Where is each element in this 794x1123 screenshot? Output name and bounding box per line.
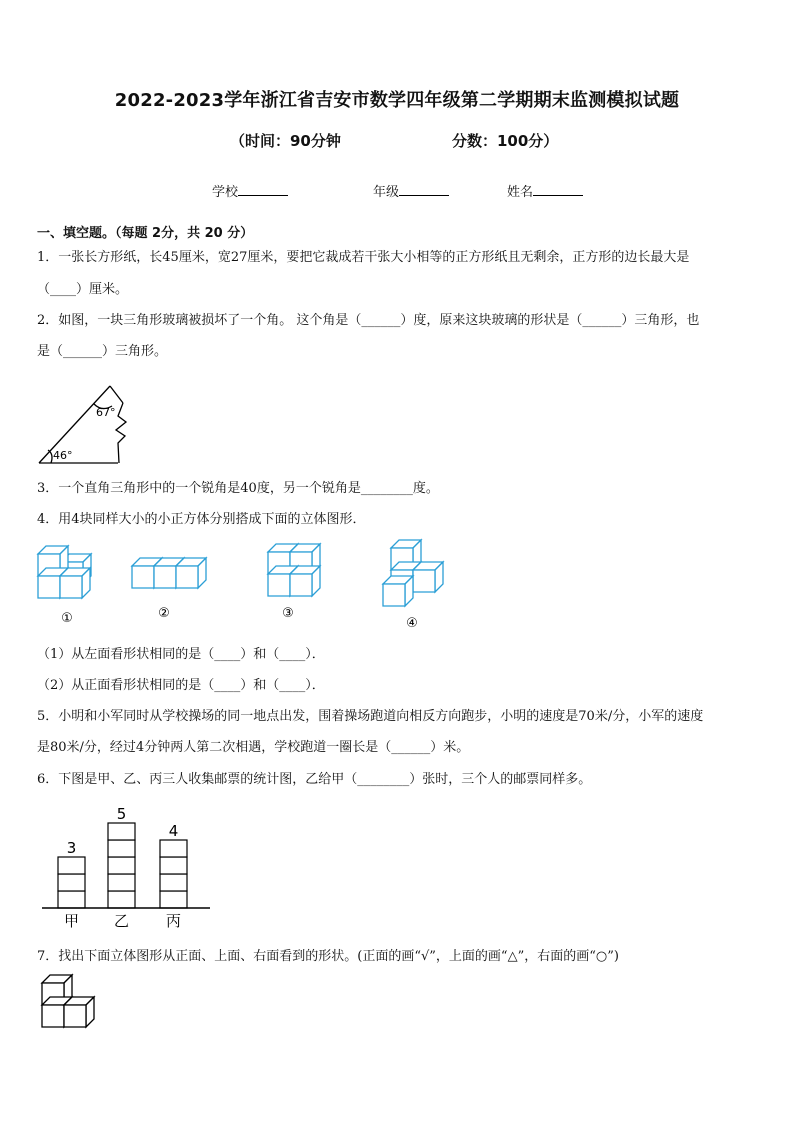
cube-front-face — [383, 584, 405, 606]
question-7: 7．找出下面立体图形从正面、上面、右面看到的形状。(正面的画“√”，上面的画“△”，右面的画“○”) — [37, 949, 619, 964]
stamp-unit-cell — [108, 874, 135, 891]
broken-triangle-figure — [30, 378, 140, 468]
question-4-sub-1: （1）从左面看形状相同的是（____）和（____）． — [37, 647, 325, 662]
stamp-unit-cell — [58, 891, 85, 908]
cube-front-face — [60, 576, 82, 598]
question-1-line-2: （____）厘米。 — [37, 282, 129, 297]
cube-front-face — [132, 566, 154, 588]
stamp-unit-cell — [58, 857, 85, 874]
cube-front-face — [154, 566, 176, 588]
school-field — [212, 181, 288, 200]
bar-value-label: 5 — [116, 805, 127, 823]
question-3: 3．一个直角三角形中的一个锐角是40度，另一个锐角是________度。 — [37, 481, 439, 496]
stamp-unit-cell — [108, 823, 135, 840]
stamp-chart — [36, 798, 216, 930]
stamp-unit-cell — [160, 874, 187, 891]
question-2-line-1: 2．如图，一块三角形玻璃被损坏了一个角。 这个角是（______）度，原来这块玻璃的形状是（______）三角形，也 — [37, 313, 700, 328]
angle-67-label: 67° — [96, 406, 116, 419]
time-label: （时间：90分钟 — [230, 132, 341, 150]
grade-field — [373, 181, 449, 200]
stamp-unit-cell — [160, 840, 187, 857]
stamp-unit-cell — [108, 891, 135, 908]
cube-front-face — [64, 1005, 86, 1027]
cube-front-face — [290, 574, 312, 596]
cube-drawings — [38, 540, 443, 606]
stamp-unit-cell — [160, 857, 187, 874]
figure-label-4: ④ — [406, 616, 418, 631]
question-6: 6．下图是甲、乙、丙三人收集邮票的统计图，乙给甲（________）张时，三个人的邮票同样多。 — [37, 772, 592, 787]
school-label: 学校 — [212, 185, 239, 200]
name-field — [507, 181, 583, 200]
bar-value-label: 3 — [66, 839, 77, 857]
figure-label-1: ① — [61, 611, 73, 626]
question-4: 4．用4块同样大小的小正方体分别搭成下面的立体图形． — [37, 512, 366, 527]
cube-front-face — [38, 576, 60, 598]
chart-bars — [58, 805, 187, 930]
grade-blank[interactable] — [399, 183, 449, 196]
cube-front-face — [413, 570, 435, 592]
figure-label-3: ③ — [282, 606, 294, 621]
name-label: 姓名 — [507, 185, 534, 200]
bar-value-label: 4 — [168, 822, 179, 840]
cube-front-face — [268, 574, 290, 596]
section-heading: 一、填空题。（每题 2分，共 20 分） — [37, 226, 254, 241]
question-2-line-2: 是（______）三角形。 — [37, 344, 168, 359]
cube-figures — [30, 535, 460, 635]
cube-front-face — [42, 1005, 64, 1027]
stamp-unit-cell — [108, 857, 135, 874]
question-4-sub-2: （2）从正面看形状相同的是（____）和（____）． — [37, 678, 325, 693]
stamp-unit-cell — [58, 874, 85, 891]
angle-46-label: 46° — [53, 449, 73, 462]
question-1-line-1: 1．一张长方形纸，长45厘米，宽27厘米，要把它裁成若干张大小相等的正方形纸且无剩余，正方形的边长最大是 — [37, 250, 690, 265]
solid-figure-q7 — [36, 973, 106, 1031]
name-blank[interactable] — [533, 183, 583, 196]
page-title: 2022-2023学年浙江省吉安市数学四年级第二学期期末监测模拟试题 — [114, 90, 680, 111]
stamp-unit-cell — [160, 891, 187, 908]
category-label: 乙 — [113, 912, 130, 930]
cube-front-face — [176, 566, 198, 588]
stamp-unit-cell — [108, 840, 135, 857]
category-label: 甲 — [63, 912, 80, 930]
score-label: 分数：100分） — [452, 132, 559, 150]
question-5-line-1: 5．小明和小军同时从学校操场的同一地点出发，围着操场跑道向相反方向跑步，小明的速度是70米/分，小军的速度 — [37, 709, 704, 724]
grade-label: 年级 — [373, 185, 400, 200]
figure-label-2: ② — [158, 606, 170, 621]
school-blank[interactable] — [238, 183, 288, 196]
category-label: 丙 — [165, 912, 182, 930]
question-5-line-2: 是80米/分，经过4分钟两人第二次相遇，学校跑道一圈长是（______）米。 — [37, 740, 470, 755]
